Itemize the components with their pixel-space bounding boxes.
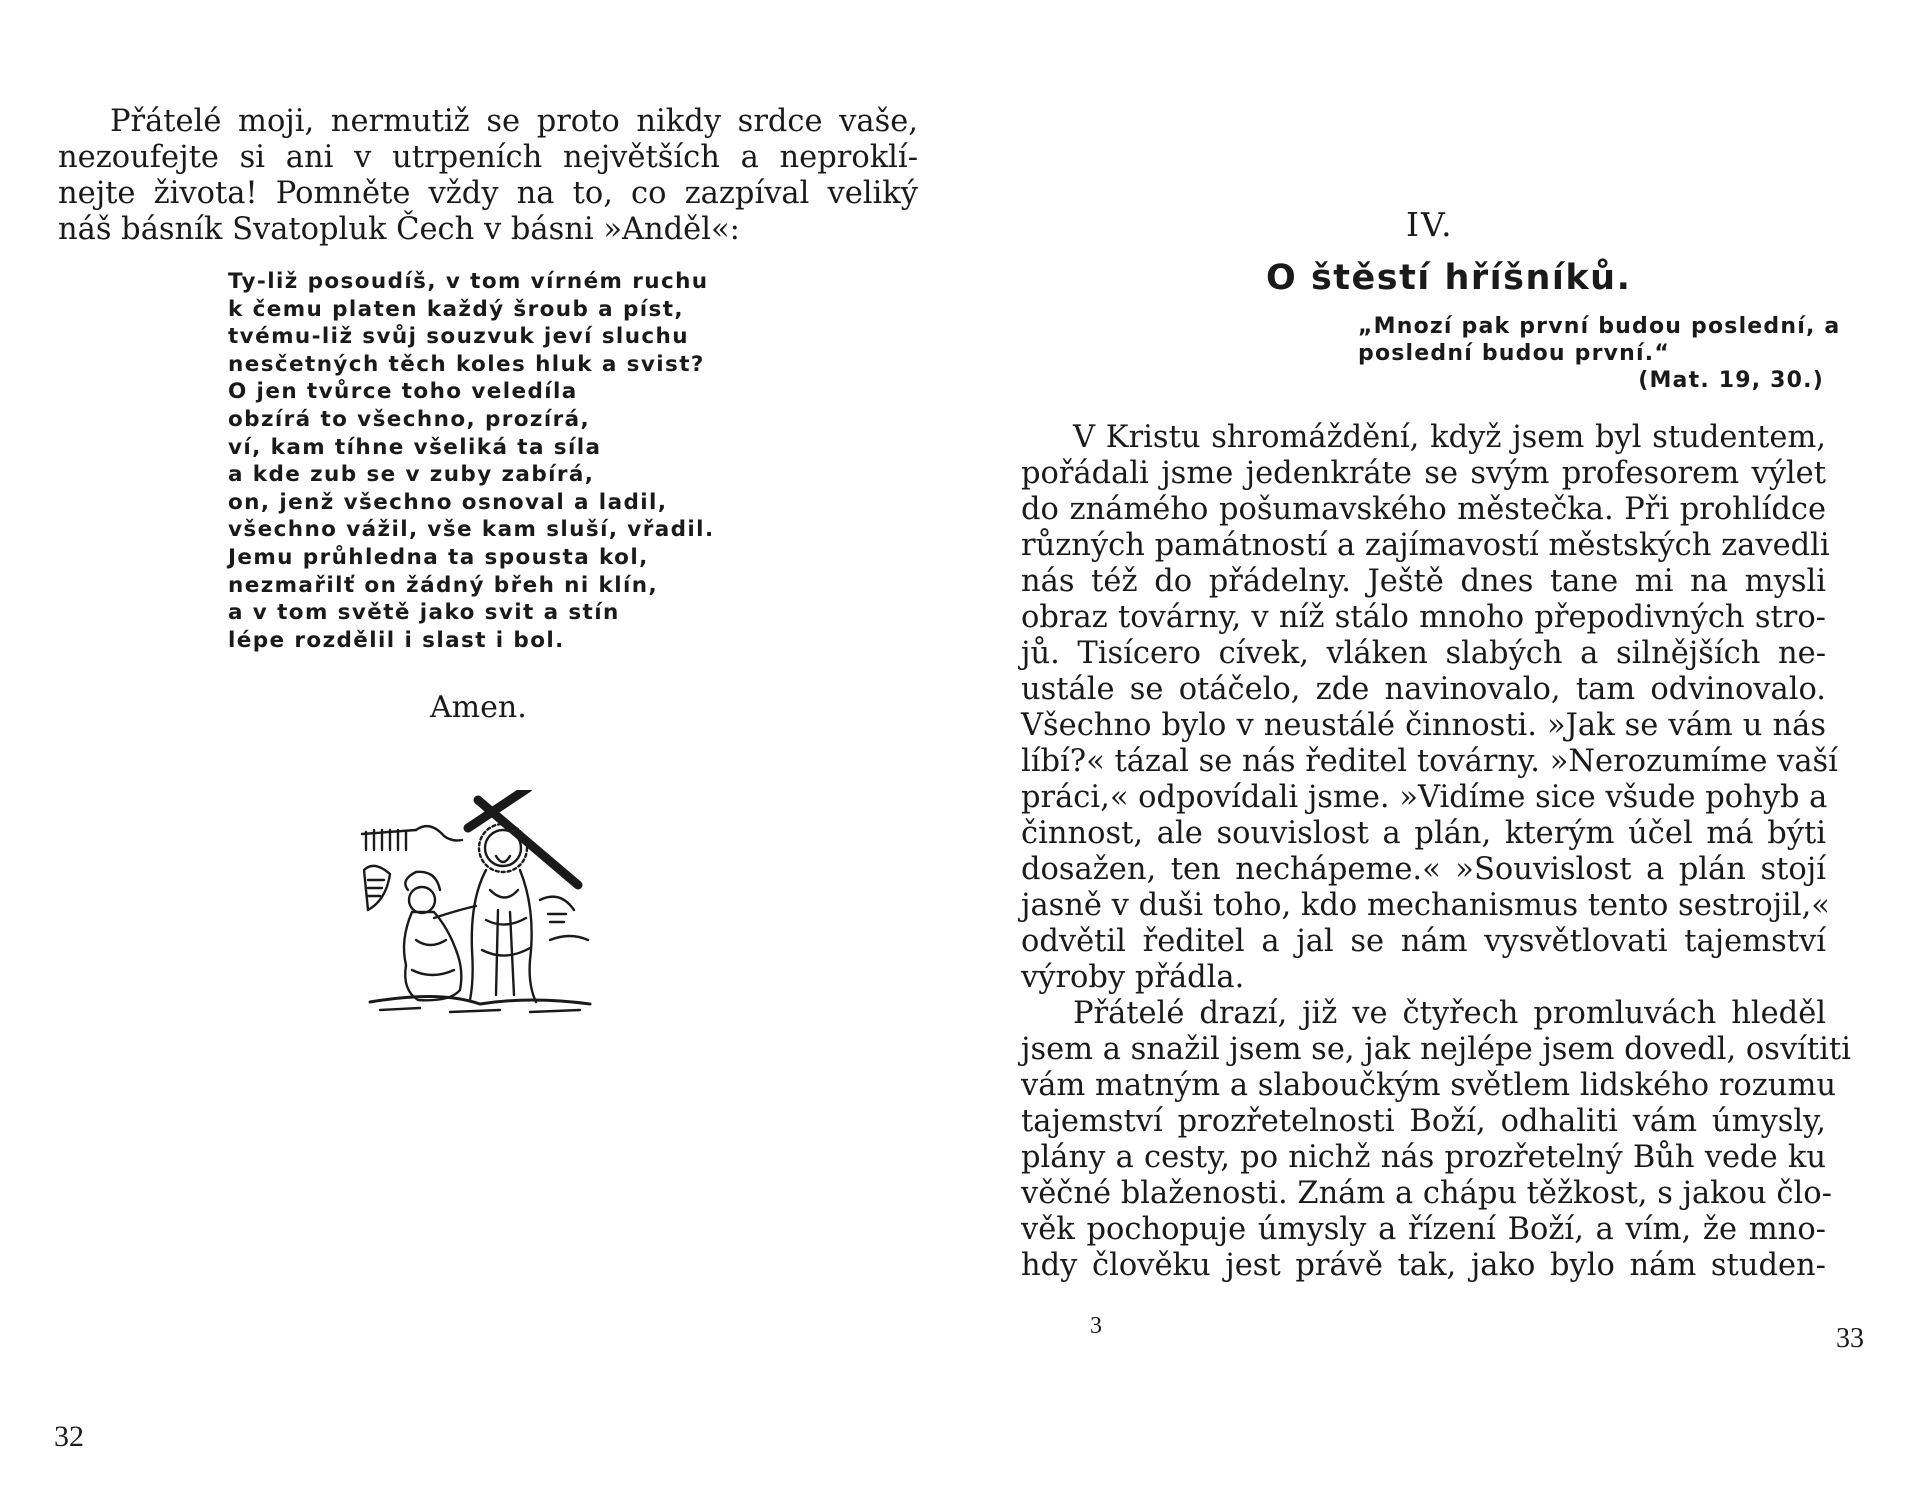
epigraph-line: poslední budou první.“ xyxy=(1358,341,1670,366)
poem-line: Jemu průhledna ta spousta kol, xyxy=(228,544,649,570)
poem-line: obzírá to všechno, prozírá, xyxy=(228,406,591,432)
poem-line: tvému-liž svůj souzvuk jeví sluchu xyxy=(228,324,689,350)
text-line: obraz továrny, v níž stálo mnoho přepodivných stro- xyxy=(1021,600,1826,635)
poem-line: k čemu platen každý šroub a píst, xyxy=(228,296,684,322)
epigraph-citation: (Mat. 19, 30.) xyxy=(1638,368,1824,393)
poem-line: všechno vážil, vše kam sluší, vřadil. xyxy=(228,517,715,543)
text-line: hdy člověku jest právě tak, jako bylo nám studen- xyxy=(1021,1248,1826,1283)
poem-line: O jen tvůrce toho veledíla xyxy=(228,379,578,405)
text-line: práci,« odpovídali jsme. »Vidíme sice všude pohyb a xyxy=(1021,780,1828,815)
text-line: jasně v duši toho, kdo mechanismus tento sestrojil,« xyxy=(1021,888,1830,923)
text-line: líbí?« tázal se nás ředitel továrny. »Nerozumíme vaší xyxy=(1021,744,1838,779)
text-line: věčné blaženosti. Znám a chápu těžkost, s jakou člo- xyxy=(1021,1176,1832,1211)
text-line: vám matným a slaboučkým světlem lidského rozumu xyxy=(1021,1068,1837,1103)
poem-line: ví, kam tíhne všeliká ta síla xyxy=(228,434,602,460)
poem-line: a v tom světě jako svit a stín xyxy=(228,600,620,626)
text-line: nezoufejte si ani v utrpeních největších a neproklí- xyxy=(58,140,918,175)
poem-line: nezmařilť on žádný břeh ni klín, xyxy=(228,572,659,598)
closing-amen: Amen. xyxy=(430,690,527,725)
text-line: do známého pošumavského městečka. Při prohlídce xyxy=(1021,492,1826,527)
text-line: Přátelé moji, nermutiž se proto nikdy srdce vaše, xyxy=(110,104,918,139)
chapter-number: IV. xyxy=(1406,205,1454,244)
text-line: tajemství prozřetelnosti Boží, odhaliti vám úmysly, xyxy=(1021,1104,1826,1139)
text-line: jsem a snažil jsem se, jak nejlépe jsem dovedl, osvítiti xyxy=(1021,1032,1851,1067)
poem-line: lépe rozdělil i slast i bol. xyxy=(228,627,565,653)
text-line: jů. Tisícero cívek, vláken slabých a silnějších ne- xyxy=(1021,636,1826,671)
text-line: náš básník Svatopluk Čech v básni »Anděl«: xyxy=(58,212,740,247)
poem-line: Ty-liž posoudíš, v tom vírném ruchu xyxy=(228,269,709,294)
signature-mark: 3 xyxy=(1090,1313,1102,1339)
poem-line: a kde zub se v zuby zabírá, xyxy=(228,462,595,488)
page-number-left: 32 xyxy=(54,1420,84,1453)
text-line: ustále se otáčelo, zde navinovalo, tam odvinovalo. xyxy=(1021,672,1826,707)
text-line: V Kristu shromáždění, když jsem byl studentem, xyxy=(1073,420,1826,455)
text-line: nejte života! Pomněte vždy na to, co zazpíval veliký xyxy=(58,176,918,211)
text-line: různých památností a zajímavostí městských zavedli xyxy=(1021,528,1830,563)
text-line: plány a cesty, po nichž nás prozřetelný Bůh vede ku xyxy=(1021,1140,1826,1175)
poem xyxy=(228,268,715,654)
text-line: odvětil ředitel a jal se nám vysvětlovati tajemství xyxy=(1021,924,1826,959)
page-number-right: 33 xyxy=(1836,1323,1864,1354)
epigraph xyxy=(1358,313,1841,394)
text-line: výroby přádla. xyxy=(1021,960,1245,995)
chapter-title: O štěstí hříšníků. xyxy=(1266,258,1632,298)
text-line: Přátelé drazí, již ve čtyřech promluvách hleděl xyxy=(1073,996,1826,1031)
text-line: dosažen, ten nechápeme.« »Souvislost a plán stojí xyxy=(1021,852,1826,887)
text-line: Všechno bylo v neustálé činnosti. »Jak se vám u nás xyxy=(1021,708,1826,743)
epigraph-line: „Mnozí pak první budou poslední, a xyxy=(1358,314,1841,339)
woodcut-illustration xyxy=(360,790,596,1015)
text-line: pořádali jsme jedenkráte se svým profesorem výlet xyxy=(1021,456,1826,491)
body-text xyxy=(1021,420,1851,1284)
poem-line: nesčetných těch koles hluk a svist? xyxy=(228,351,705,377)
text-line: věk pochopuje úmysly a řízení Boží, a vím, že mno- xyxy=(1021,1212,1826,1247)
right-page xyxy=(953,0,1906,1500)
text-line: činnost, ale souvislost a plán, kterým účel má býti xyxy=(1021,816,1826,851)
poem-line: on, jenž všechno osnoval a ladil, xyxy=(228,489,668,515)
text-line: nás též do přádelny. Ještě dnes tane mi na mysli xyxy=(1021,564,1826,599)
left-opening-paragraph xyxy=(58,104,918,248)
